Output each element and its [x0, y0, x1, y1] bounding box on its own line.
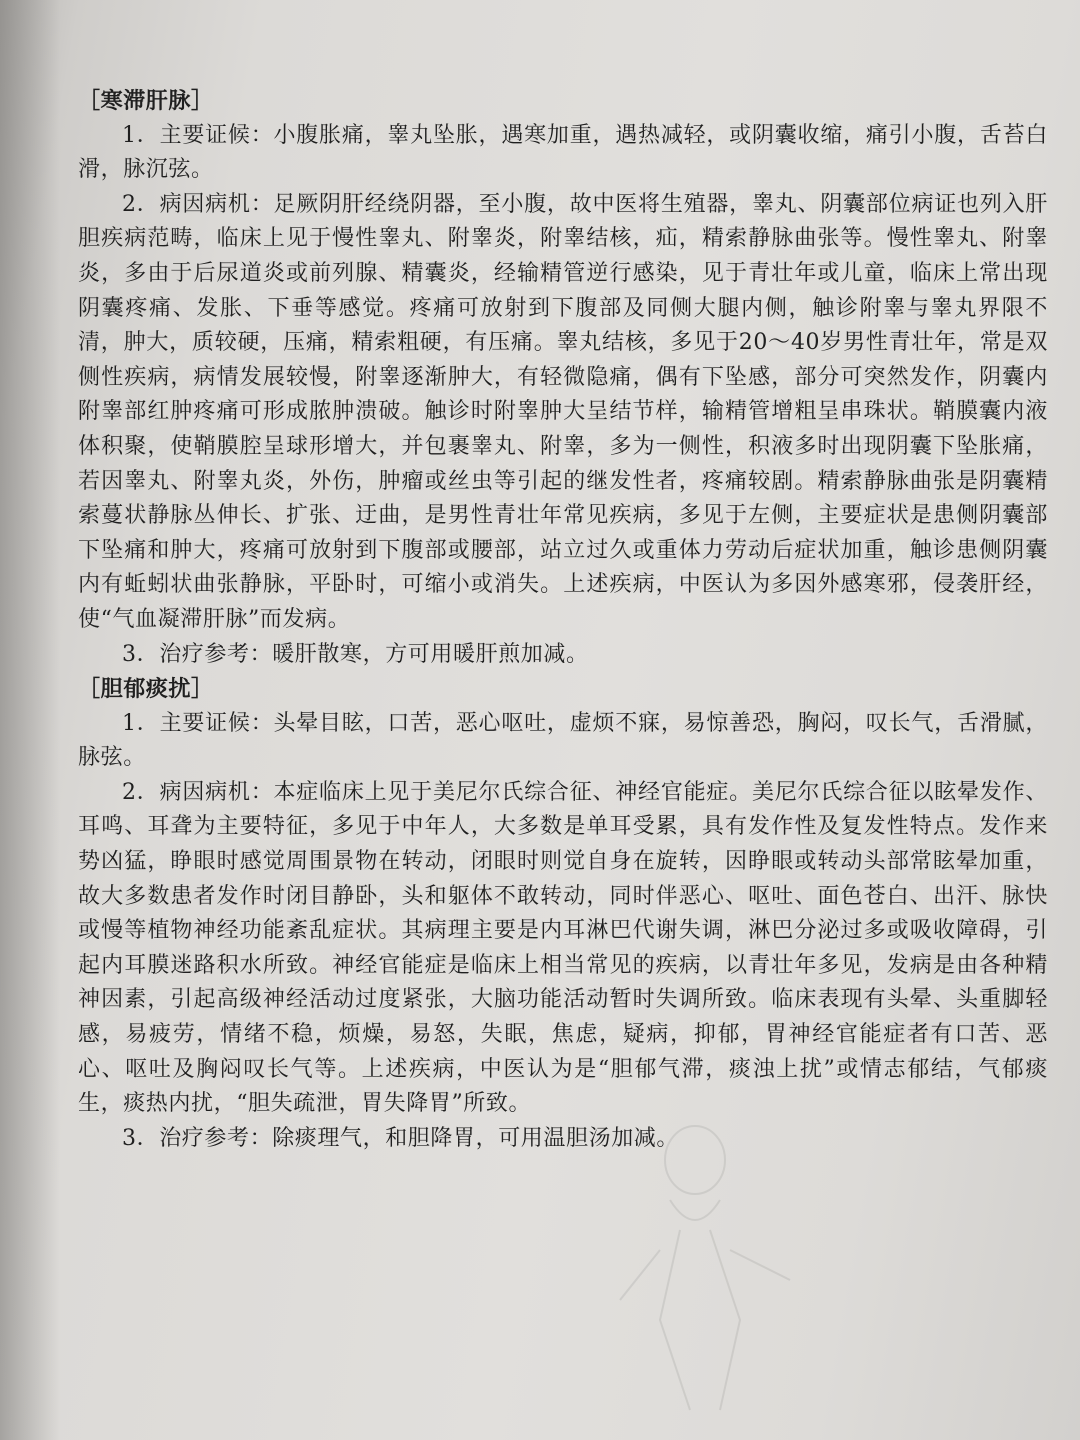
- paragraph-main-symptoms: 1．主要证候：头晕目眩，口苦，恶心呕吐，虚烦不寐，易惊善恐，胸闷，叹长气，舌滑腻，脉弦。: [78, 710, 1048, 771]
- paragraph-treatment: 3．治疗参考：暖肝散寒，方可用暖肝煎加减。: [122, 641, 589, 667]
- paragraph-treatment: 3．治疗参考：除痰理气，和胆降胃，可用温胆汤加减。: [122, 1125, 679, 1151]
- section-gallbladder-phlegm: [78, 672, 1048, 1156]
- paragraph-pathogenesis: 2．病因病机：本症临床上见于美尼尔氏综合征、神经官能症。美尼尔氏综合征以眩晕发作、耳鸣、耳聋为主要特征，多见于中年人，大多数是单耳受累，具有发作性及复发性特点。发作来势凶猛，睁眼时感觉周围景物在转动，闭眼时则觉自身在旋转，因睁眼或转动头部常眩晕加重，故大多数患者发作时闭目静卧，头和躯体不敢转动，同时伴恶心、呕吐、面色苍白、出汗、脉快或慢等植物神经功能紊乱症状。其病理主要是内耳淋巴代谢失调，淋巴分泌过多或吸收障碍，引起内耳膜迷路积水所致。神经官能症是临床上相当常见的疾病，以青壮年多见，发病是由各种精神因素，引起高级神经活动过度紧张，大脑功能活动暂时失调所致。临床表现有头晕、头重脚轻感，易疲劳，情绪不稳，烦燥，易怒，失眠，焦虑，疑病，抑郁，胃神经官能症者有口苦、恶心、呕吐及胸闷叹长气等。上述疾病，中医认为是“胆郁气滞，痰浊上扰”或情志郁结，气郁痰生，痰热内扰，“胆失疏泄，胃失降胃”所致。: [78, 779, 1048, 1117]
- page-text: [78, 84, 1048, 1156]
- section-title: ［寒滞肝脉］: [78, 88, 214, 114]
- section-cold-stagnation: [78, 84, 1048, 672]
- paragraph-pathogenesis: 2．病因病机：足厥阴肝经绕阴器，至小腹，故中医将生殖器，睾丸、阴囊部位病证也列入肝胆疾病范畴，临床上见于慢性睾丸、附睾炎，附睾结核，疝，精索静脉曲张等。慢性睾丸、附睾炎，多由于后尿道炎或前列腺、精囊炎，经输精管逆行感染，见于青壮年或儿童，临床上常出现阴囊疼痛、发胀、下垂等感觉。疼痛可放射到下腹部及同侧大腿内侧，触诊附睾与睾丸界限不清，肿大，质较硬，压痛，精索粗硬，有压痛。睾丸结核，多见于20～40岁男性青壮年，常是双侧性疾病，病情发展较慢，附睾逐渐肿大，有轻微隐痛，偶有下坠感，部分可突然发作，阴囊内附睾部红肿疼痛可形成脓肿溃破。触诊时附睾肿大呈结节样，输精管增粗呈串珠状。鞘膜囊内液体积聚，使鞘膜腔呈球形增大，并包裹睾丸、附睾，多为一侧性，积液多时出现阴囊下坠胀痛，若因睾丸、附睾丸炎，外伤，肿瘤或丝虫等引起的继发性者，疼痛较剧。精索静脉曲张是阴囊精索蔓状静脉丛伸长、扩张、迂曲，是男性青壮年常见疾病，多见于左侧，主要症状是患侧阴囊部下坠痛和肿大，疼痛可放射到下腹部或腰部，站立过久或重体力劳动后症状加重，触诊患侧阴囊内有蚯蚓状曲张静脉，平卧时，可缩小或消失。上述疾病，中医认为多因外感寒邪，侵袭肝经，使“气血凝滞肝脉”而发病。: [78, 191, 1048, 632]
- show-through-illustration: [600, 1120, 830, 1420]
- section-title: ［胆郁痰扰］: [78, 676, 214, 703]
- paragraph-main-symptoms: 1．主要证候：小腹胀痛，睾丸坠胀，遇寒加重，遇热减轻，或阴囊收缩，痛引小腹，舌苔白滑，脉沉弦。: [78, 122, 1048, 183]
- page-edge-shadow: [0, 0, 60, 1440]
